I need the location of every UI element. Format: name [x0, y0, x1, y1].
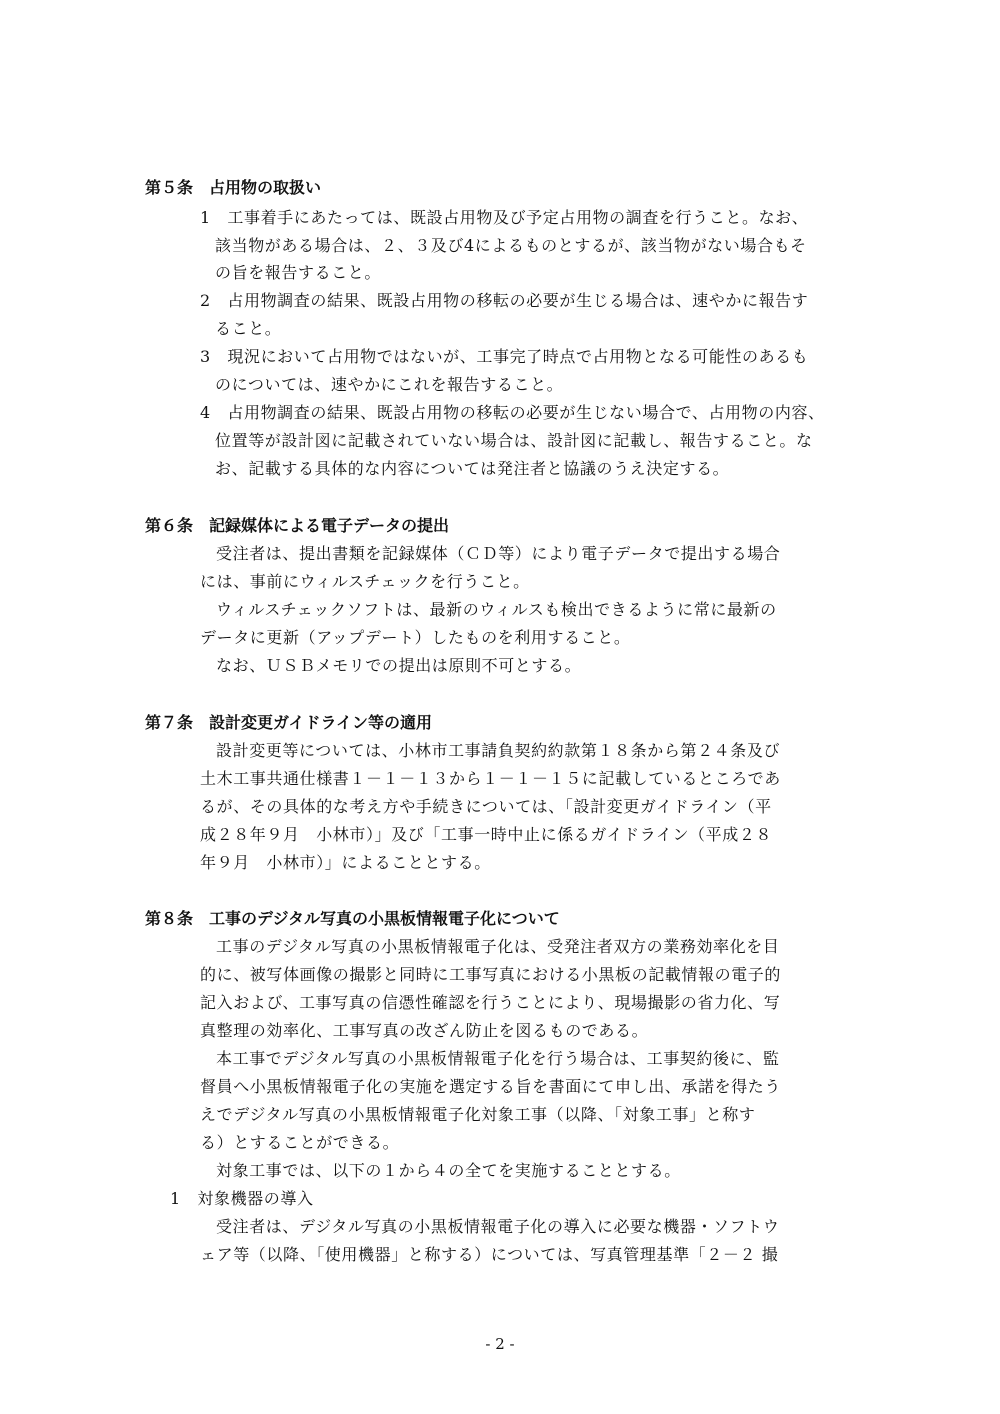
page-number: - 2 - [485, 1335, 515, 1353]
article-8-line: えでデジタル写真の小黒板情報電子化対象工事（以降、「対象工事」と称す [200, 1105, 756, 1124]
article-8-line: 1 対象機器の導入 [170, 1189, 314, 1208]
article-8-line: る）とすることができる。 [200, 1133, 400, 1152]
article-8-line: 受注者は、デジタル写真の小黒板情報電子化の導入に必要な機器・ソフトウ [216, 1217, 780, 1236]
article-7-line: るが、その具体的な考え方や手続きについては、「設計変更ガイドライン（平 [200, 797, 772, 816]
article-8-line: 記入および、工事写真の信憑性確認を行うことにより、現場撮影の省力化、写 [200, 993, 781, 1012]
article-7-line: 設計変更等については、小林市工事請負契約約款第１８条から第２４条及び [216, 741, 781, 760]
article-8-line: 的に、被写体画像の撮影と同時に工事写真における小黒板の記載情報の電子的 [200, 965, 782, 984]
article-8-line: 工事のデジタル写真の小黒板情報電子化は、受発注者双方の業務効率化を目 [216, 937, 780, 956]
article-6-line: なお、ＵＳＢメモリでの提出は原則不可とする。 [216, 656, 582, 675]
article-6-line: ウィルスチェックソフトは、最新のウィルスも検出できるように常に最新の [216, 600, 777, 619]
article-5-line: 3 現況において占用物ではないが、工事完了時点で占用物となる可能性のあるも [200, 347, 809, 366]
article-7-line: 土木工事共通仕様書１－１－１３から１－１－１５に記載しているところであ [200, 769, 781, 788]
article-5-line: ること。 [215, 319, 282, 338]
article-8-heading: 第８条 工事のデジタル写真の小黒板情報電子化について [145, 909, 560, 928]
article-7-line: 成２８年９月 小林市）」及び「工事一時中止に係るガイドライン（平成２８ [200, 825, 773, 844]
article-8-line: 対象工事では、以下の１から４の全てを実施することとする。 [216, 1161, 681, 1180]
article-6-line: 受注者は、提出書類を記録媒体（ＣＤ等）により電子データで提出する場合 [216, 544, 781, 563]
article-6-heading: 第６条 記録媒体による電子データの提出 [145, 516, 450, 535]
article-5-line: 1 工事着手にあたっては、既設占用物及び予定占用物の調査を行うこと。なお、 [200, 208, 809, 227]
article-5-line: 2 占用物調査の結果、既設占用物の移転の必要が生じる場合は、速やかに報告す [200, 291, 809, 310]
article-7-line: 年９月 小林市）」によることとする。 [200, 853, 491, 872]
article-6-line: には、事前にウィルスチェックを行うこと。 [200, 572, 530, 591]
article-8-line: 真整理の効率化、工事写真の改ざん防止を図るものである。 [200, 1021, 649, 1040]
article-8-line: 督員へ小黒板情報電子化の実施を選定する旨を書面にて申し出、承諾を得たう [200, 1077, 782, 1096]
article-5-line: 該当物がある場合は、２、３及び4によるものとするが、該当物がない場合もそ [215, 236, 807, 255]
article-7-heading: 第７条 設計変更ガイドライン等の適用 [145, 713, 433, 732]
article-8-line: ェア等（以降、「使用機器」と称する）については、写真管理基準「２－２ 撮 [200, 1245, 779, 1264]
article-5-line: の旨を報告すること。 [215, 263, 382, 282]
article-8-line: 本工事でデジタル写真の小黒板情報電子化を行う場合は、工事契約後に、監 [216, 1049, 780, 1068]
article-6-line: データに更新（アップデート）したものを利用すること。 [200, 628, 631, 647]
article-5-line: 位置等が設計図に記載されていない場合は、設計図に記載し、報告すること。な [215, 431, 813, 450]
article-5-line: のについては、速やかにこれを報告すること。 [215, 375, 564, 394]
article-5-line: お、記載する具体的な内容については発注者と協議のうえ決定する。 [215, 459, 730, 478]
article-5-line: 4 占用物調査の結果、既設占用物の移転の必要が生じない場合で、占用物の内容、 [200, 403, 825, 422]
article-5-heading: 第５条 占用物の取扱い [145, 178, 322, 197]
